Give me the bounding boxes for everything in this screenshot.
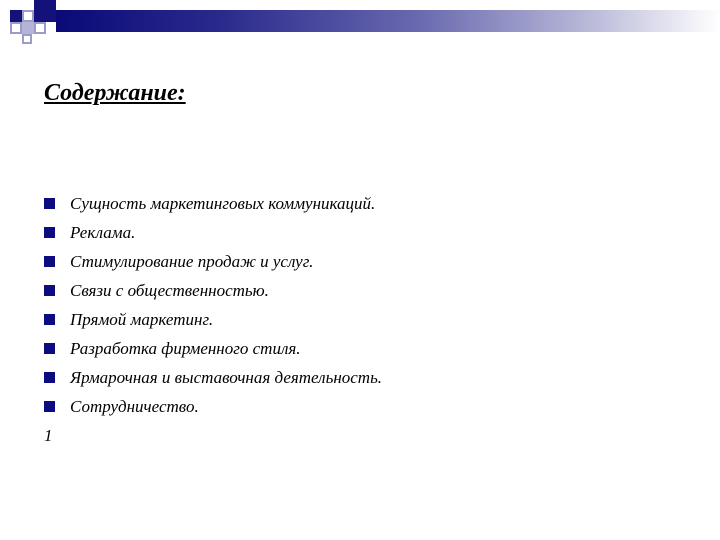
page-number: 1 — [44, 426, 53, 445]
decorative-square — [34, 0, 56, 22]
list-item — [44, 363, 382, 392]
list-item-text: Стимулирование продаж и услуг. — [70, 251, 314, 271]
list-item-text: Связи с общественностью. — [70, 280, 269, 300]
slide-title: Содержание: — [44, 80, 186, 106]
decorative-square — [10, 22, 22, 34]
square-bullet-icon — [44, 227, 55, 238]
square-bullet-icon — [44, 372, 55, 383]
list-item — [44, 305, 382, 334]
header-gradient-bar — [56, 10, 720, 32]
list-item — [44, 276, 382, 305]
decorative-square — [10, 10, 22, 22]
decorative-square — [22, 10, 34, 22]
list-item — [44, 334, 382, 363]
list-item-text: Разработка фирменного стиля. — [70, 338, 301, 358]
square-bullet-icon — [44, 285, 55, 296]
list-item — [44, 247, 382, 276]
square-bullet-icon — [44, 198, 55, 209]
list-item — [44, 218, 382, 247]
list-item-text: Сотрудничество. — [70, 396, 199, 416]
contents-list — [44, 189, 382, 421]
square-bullet-icon — [44, 343, 55, 354]
decorative-square — [34, 22, 46, 34]
square-bullet-icon — [44, 256, 55, 267]
square-bullet-icon — [44, 314, 55, 325]
list-item-text: Реклама. — [70, 222, 136, 242]
square-bullet-icon — [44, 401, 55, 412]
list-item-text: Прямой маркетинг. — [70, 309, 214, 329]
list-item-text: Сущность маркетинговых коммуникаций. — [70, 193, 376, 213]
list-item — [44, 189, 382, 218]
list-item-text: Ярмарочная и выставочная деятельность. — [70, 367, 383, 387]
list-item — [44, 392, 382, 421]
decorative-square — [22, 22, 34, 34]
decorative-square — [22, 34, 32, 44]
